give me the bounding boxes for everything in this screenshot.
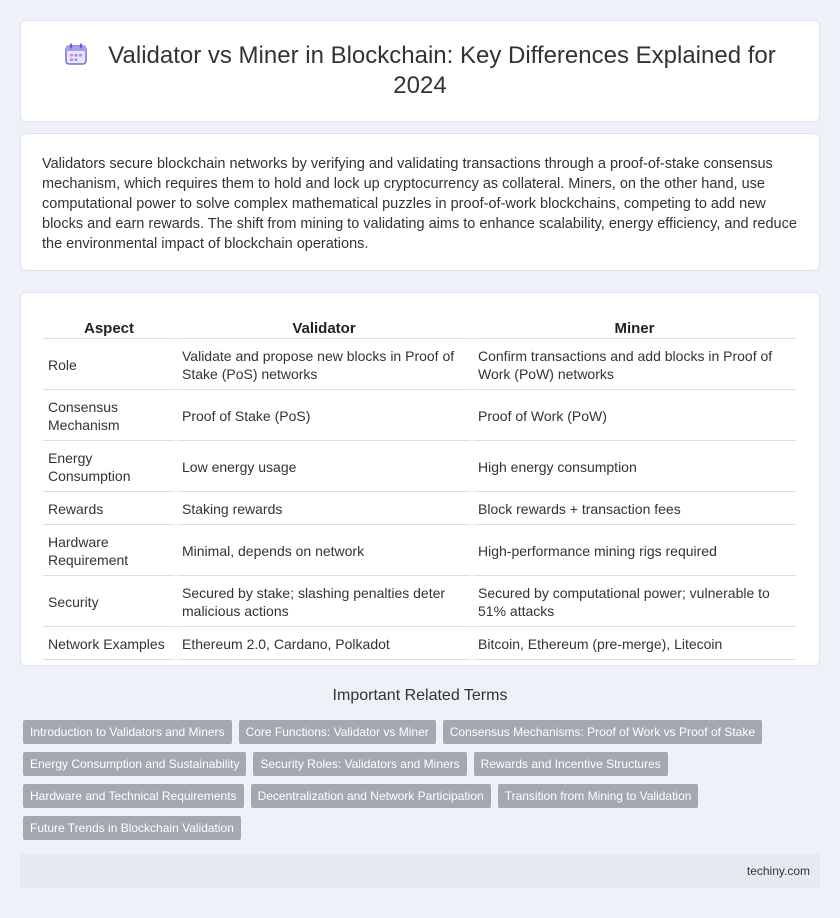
related-term-tag[interactable]: Decentralization and Network Participation [251, 784, 491, 808]
cell-validator: Minimal, depends on network [177, 527, 471, 576]
related-term-tag[interactable]: Consensus Mechanisms: Proof of Work vs Proof of Stake [443, 720, 762, 744]
cell-miner: Block rewards + transaction fees [473, 494, 796, 525]
header-aspect: Aspect [43, 317, 175, 339]
cell-validator: Validate and propose new blocks in Proof of Stake (PoS) networks [177, 341, 471, 390]
table-row [43, 527, 796, 576]
table-row [43, 578, 796, 627]
footer-brand[interactable]: techiny.com [746, 864, 810, 878]
comparison-card [20, 292, 820, 666]
cell-miner: Secured by computational power; vulnerable to 51% attacks [473, 578, 796, 627]
page-title-wrap [61, 41, 779, 101]
intro-card [20, 133, 820, 271]
header-miner: Miner [473, 317, 796, 339]
cell-validator: Secured by stake; slashing penalties deter malicious actions [177, 578, 471, 627]
cell-aspect: Energy Consumption [43, 443, 175, 492]
table-header-row [43, 317, 796, 339]
cell-miner: Confirm transactions and add blocks in Proof of Work (PoW) networks [473, 341, 796, 390]
table-row [43, 629, 796, 660]
related-term-tag[interactable]: Transition from Mining to Validation [498, 784, 699, 808]
cell-miner: High-performance mining rigs required [473, 527, 796, 576]
related-terms-heading: Important Related Terms [332, 687, 508, 704]
cell-aspect: Network Examples [43, 629, 175, 660]
title-card [20, 20, 820, 122]
cell-aspect: Rewards [43, 494, 175, 525]
related-term-tag[interactable]: Security Roles: Validators and Miners [253, 752, 466, 776]
cell-validator: Proof of Stake (PoS) [177, 392, 471, 441]
table-row [43, 494, 796, 525]
header-validator: Validator [177, 317, 471, 339]
cell-aspect: Hardware Requirement [43, 527, 175, 576]
cell-validator: Low energy usage [177, 443, 471, 492]
related-term-tag[interactable]: Energy Consumption and Sustainability [23, 752, 246, 776]
related-term-tag[interactable]: Core Functions: Validator vs Miner [239, 720, 436, 744]
footer-bar [20, 854, 820, 888]
comparison-table [41, 315, 798, 662]
table-row [43, 341, 796, 390]
page-title: Validator vs Miner in Blockchain: Key Differences Explained for 2024 [108, 42, 776, 99]
intro-paragraph: Validators secure blockchain networks by verifying and validating transactions through a proof-of-stake consensus mechanism, which requires them to hold and lock up cryptocurrency as collateral. Miners, on the other hand, use computational power to solve complex mathematical puzzles in proof-of-work blockchains, competing to add new blocks and earn rewards. The shift from mining to validating aims to enhance scalability, energy efficiency, and reduce the environmental impact of blockchain operations. [42, 156, 797, 252]
cell-aspect: Security [43, 578, 175, 627]
cell-miner: Bitcoin, Ethereum (pre-merge), Litecoin [473, 629, 796, 660]
cell-validator: Staking rewards [177, 494, 471, 525]
table-row [43, 443, 796, 492]
related-terms-list [23, 720, 803, 840]
cell-miner: High energy consumption [473, 443, 796, 492]
related-term-tag[interactable]: Introduction to Validators and Miners [23, 720, 232, 744]
related-term-tag[interactable]: Rewards and Incentive Structures [474, 752, 668, 776]
cell-aspect: Consensus Mechanism [43, 392, 175, 441]
cell-miner: Proof of Work (PoW) [473, 392, 796, 441]
related-term-tag[interactable]: Future Trends in Blockchain Validation [23, 816, 241, 840]
cell-validator: Ethereum 2.0, Cardano, Polkadot [177, 629, 471, 660]
calendar-icon [64, 42, 88, 66]
cell-aspect: Role [43, 341, 175, 390]
table-row [43, 392, 796, 441]
related-term-tag[interactable]: Hardware and Technical Requirements [23, 784, 244, 808]
